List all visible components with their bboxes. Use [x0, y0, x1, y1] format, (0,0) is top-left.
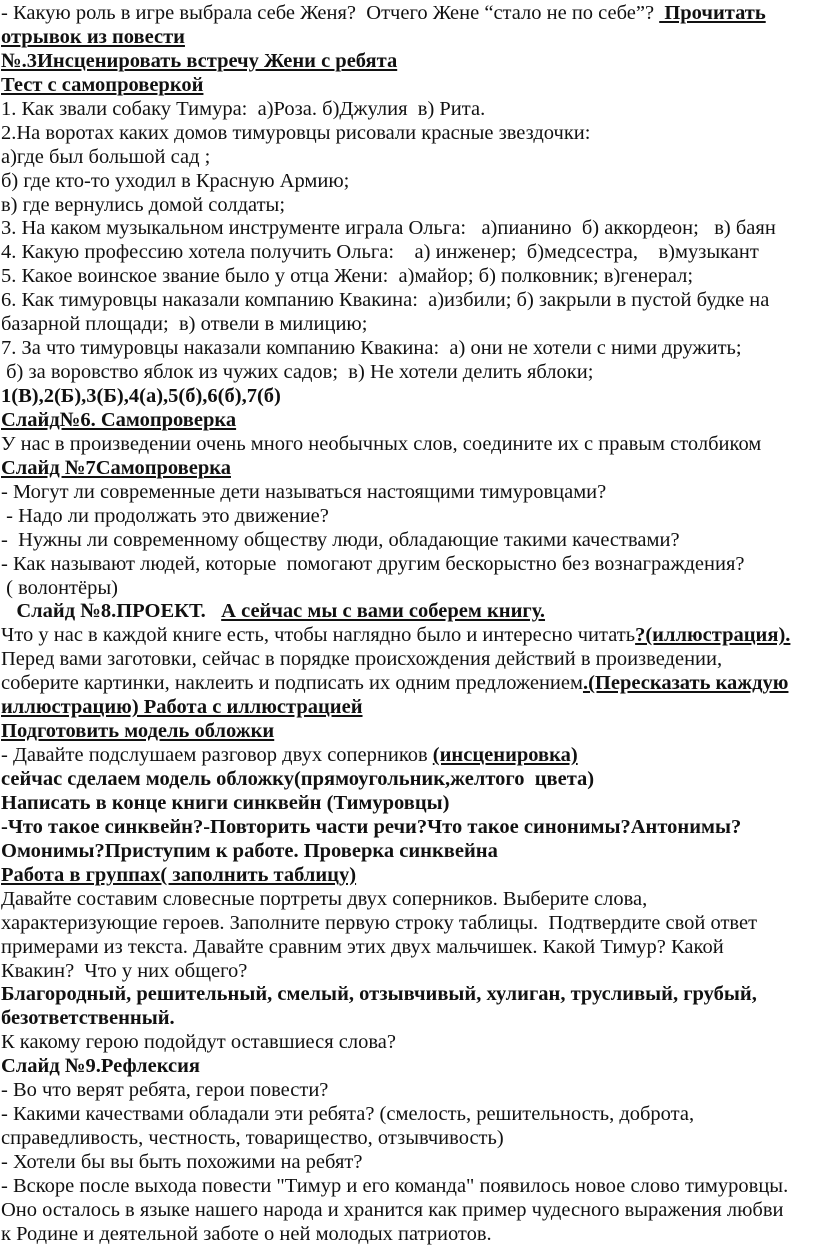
text-line: [1, 1127, 816, 1151]
body-text: - Хотели бы вы быть похожими на ребят?: [1, 1151, 363, 1173]
heading-text: Подготовить модель обложки: [1, 720, 275, 743]
heading-text: .(Пересказать каждую: [582, 672, 789, 695]
text-line: [1, 1055, 816, 1079]
body-text: - Во что верят ребята, герои повести?: [1, 1079, 329, 1102]
body-text: к Родине и деятельной заботе о ней молодых патриотов.: [1, 1222, 492, 1245]
body-text: 1. Как звали собаку Тимура: а)Роза. б)Джулия в) Рита.: [1, 97, 486, 120]
text-line: [1, 265, 816, 289]
heading-text: Прочитать: [659, 2, 766, 24]
bold-text: 1(В),2(Б),3(Б),4(а),5(б),6(б),7(б): [1, 385, 281, 407]
body-text: - Какими качествами обладали эти ребята? (смелость, решительность, доброта,: [1, 1103, 695, 1126]
heading-text: (инсценировка): [432, 744, 578, 767]
text-line: [1, 600, 816, 624]
text-line: [1, 457, 816, 481]
body-text: - Нужны ли современному обществу люди, обладающие такими качествами?: [1, 528, 680, 551]
text-line: [1, 122, 816, 146]
text-line: [1, 816, 816, 840]
text-line: [1, 648, 816, 672]
body-text: Перед вами заготовки, сейчас в порядке происхождения действий в произведении,: [1, 648, 723, 671]
body-text: - Какую роль в игре выбрала себе Женя? Отчего Жене “стало не по себе”?: [1, 2, 660, 24]
text-line: [1, 553, 816, 577]
body-text: - Надо ли продолжать это движение?: [1, 504, 329, 527]
body-text: соберите картинки, наклеить и подписать их одним предложением: [1, 672, 583, 695]
heading-text: А сейчас мы с вами соберем книгу.: [221, 600, 546, 623]
text-line: [1, 577, 816, 601]
body-text: Что у нас в каждой книге есть, чтобы наглядно было и интересно читать: [1, 624, 636, 647]
body-text: б) за воровство яблок из чужих садов; в) Не хотели делить яблоки;: [1, 361, 594, 384]
text-line: [1, 170, 816, 194]
bold-text: Слайд №8.ПРОЕКТ.: [1, 600, 222, 623]
body-text: Давайте составим словесные портреты двух соперников. Выберите слова,: [1, 887, 648, 910]
body-text: 4. Какую профессию хотела получить Ольга: а) инженер; б)медсестра, в)музыкант: [1, 241, 759, 264]
text-line: [1, 481, 816, 505]
text-line: [1, 385, 816, 409]
body-text: ( волонтёры): [1, 576, 118, 599]
text-line: [1, 50, 816, 74]
text-line: [1, 888, 816, 912]
document-page: [1, 2, 816, 1247]
heading-text: отрывок из повести: [1, 25, 185, 48]
text-line: [1, 864, 816, 888]
text-line: [1, 960, 816, 984]
body-text: справедливость, честность, товарищество, отзывчивость): [1, 1127, 504, 1150]
text-line: [1, 337, 816, 361]
body-text: Квакин? Что у них общего?: [1, 959, 248, 982]
heading-text: Слайд №7Самопроверка: [1, 456, 231, 479]
text-line: [1, 936, 816, 960]
text-line: [1, 505, 816, 529]
text-line: [1, 433, 816, 457]
text-line: [1, 529, 816, 553]
text-line: [1, 744, 816, 768]
bold-text: Слайд №9.Рефлексия: [1, 1055, 201, 1078]
body-text: 3. На каком музыкальном инструменте играла Ольга: а)пианино б) аккордеон; в) баян: [1, 217, 776, 240]
text-line: [1, 912, 816, 936]
text-line: [1, 1151, 816, 1175]
bold-text: Написать в конце книги синквейн (Тимуровцы): [1, 791, 450, 814]
body-text: - Давайте подслушаем разговор двух соперников: [1, 744, 433, 767]
text-line: [1, 74, 816, 98]
text-line: [1, 624, 816, 648]
text-line: [1, 792, 816, 816]
body-text: примерами из текста. Давайте сравним этих двух мальчишек. Какой Тимур? Какой: [1, 935, 724, 958]
bold-text: -Что такое синквейн?-Повторить части речи?Что такое синонимы?Антонимы?: [1, 815, 742, 838]
body-text: - Могут ли современные дети называться настоящими тимуровцами?: [1, 480, 607, 503]
body-text: а)где был большой сад ;: [1, 145, 211, 168]
text-line: [1, 217, 816, 241]
body-text: К какому герою подойдут оставшиеся слова?: [1, 1031, 396, 1054]
text-line: [1, 1031, 816, 1055]
text-line: [1, 194, 816, 218]
body-text: характеризующие героев. Заполните первую строку таблицы. Подтвердите свой ответ: [1, 911, 758, 934]
text-line: [1, 409, 816, 433]
body-text: 2.На воротах каких домов тимуровцы рисовали красные звездочки:: [1, 121, 591, 144]
text-line: [1, 361, 816, 385]
body-text: 6. Как тимуровцы наказали компанию Квакина: а)избили; б) закрыли в пустой будке на: [1, 289, 770, 312]
text-line: [1, 720, 816, 744]
body-text: 7. За что тимуровцы наказали компанию Квакина: а) они не хотели с ними дружить;: [1, 337, 742, 360]
text-line: [1, 1199, 816, 1223]
heading-text: Слайд№6. Самопроверка: [1, 408, 237, 431]
bold-text: безответственный.: [1, 1007, 175, 1030]
text-line: [1, 983, 816, 1007]
text-line: [1, 768, 816, 792]
text-line: [1, 696, 816, 720]
bold-text: Благородный, решительный, смелый, отзывчивый, хулиган, трусливый, грубый,: [1, 983, 757, 1006]
text-line: [1, 241, 816, 265]
body-text: У нас в произведении очень много необычных слов, соедините их с правым столбиком: [1, 432, 762, 455]
text-line: [1, 1223, 816, 1247]
text-line: [1, 313, 816, 337]
heading-text: ?(иллюстрация).: [635, 624, 791, 647]
text-line: [1, 26, 816, 50]
heading-text: №.3Инсценировать встречу Жени с ребята: [1, 49, 398, 72]
body-text: базарной площади; в) отвели в милицию;: [1, 313, 368, 336]
text-line: [1, 98, 816, 122]
text-line: [1, 1103, 816, 1127]
body-text: Оно осталось в языке нашего народа и хранится как пример чудесного выражения любви: [1, 1198, 784, 1221]
body-text: - Вскоре после выхода повести "Тимур и его команда" появилось новое слово тимуровцы.: [1, 1174, 789, 1197]
heading-text: Работа в группах( заполнить таблицу): [1, 863, 357, 886]
bold-text: сейчас сделаем модель обложку(прямоугольник,желтого цвета): [1, 768, 595, 790]
body-text: - Как называют людей, которые помогают другим бескорыстно без вознаграждения?: [1, 552, 745, 575]
text-line: [1, 1175, 816, 1199]
body-text: б) где кто-то уходил в Красную Армию;: [1, 169, 350, 192]
text-line: [1, 672, 816, 696]
heading-text: Тест с самопроверкой: [1, 73, 204, 96]
body-text: 5. Какое воинское звание было у отца Жени: а)майор; б) полковник; в)генерал;: [1, 265, 694, 288]
body-text: в) где вернулись домой солдаты;: [1, 193, 286, 216]
text-line: [1, 1007, 816, 1031]
text-line: [1, 289, 816, 313]
text-line: [1, 840, 816, 864]
heading-text: иллюстрацию) Работа с иллюстрацией: [1, 696, 363, 719]
text-line: [1, 146, 816, 170]
text-line: [1, 2, 816, 26]
bold-text: Омонимы?Приступим к работе. Проверка синквейна: [1, 839, 498, 862]
text-line: [1, 1079, 816, 1103]
